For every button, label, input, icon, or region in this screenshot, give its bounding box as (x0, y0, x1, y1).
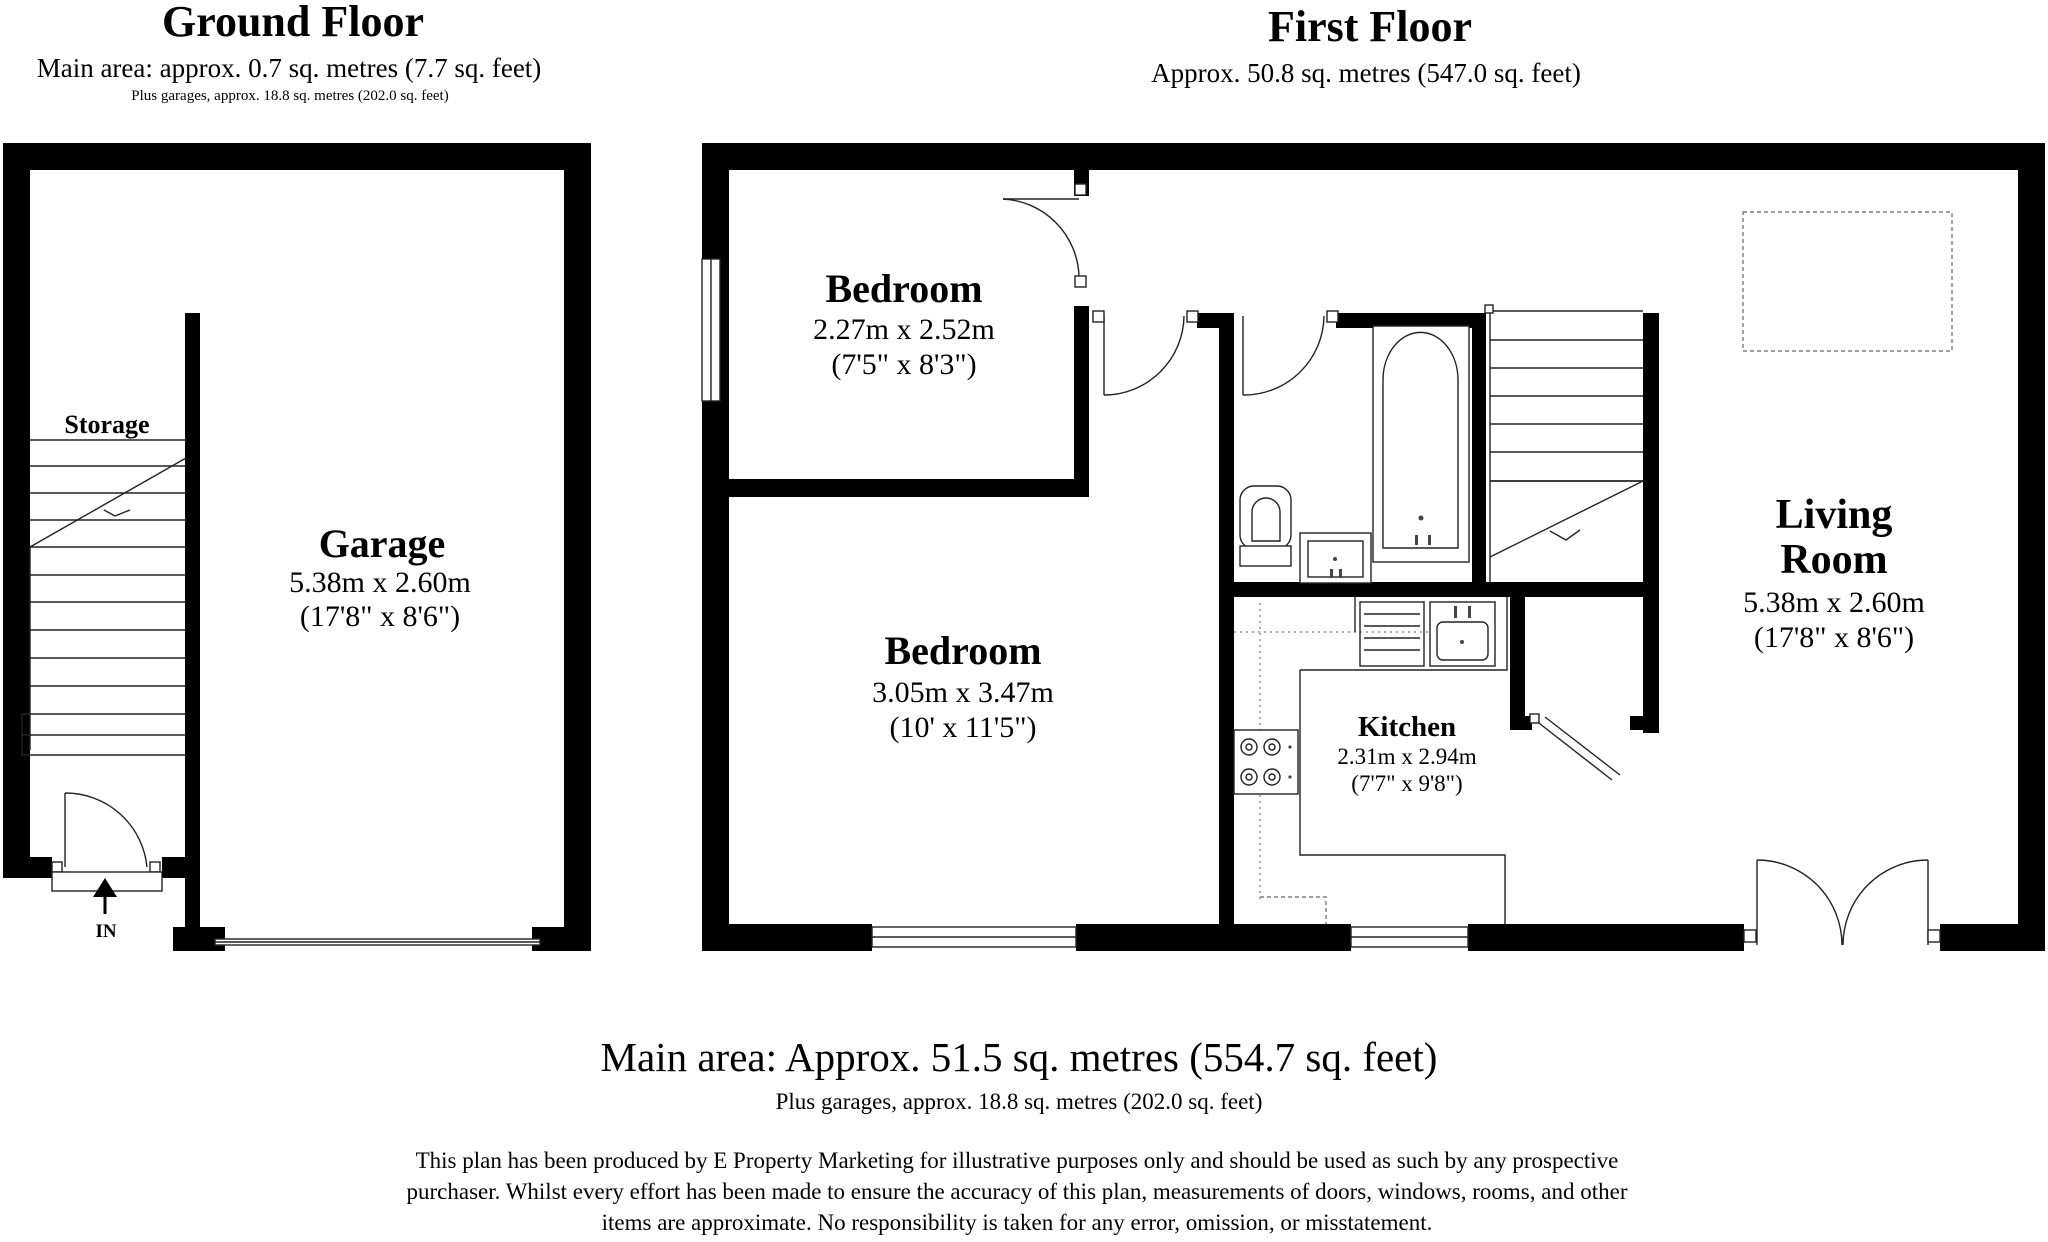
storage-stairs (22, 440, 186, 755)
bedroom2-label: Bedroom (884, 628, 1042, 673)
disclaimer-line3: items are approximate. No responsibility is taken for any error, omission, or misstatement. (601, 1210, 1433, 1235)
disclaimer-line2: purchaser. Whilst every effort has been made to ensure the accuracy of this plan, measurements of doors, windows, rooms, and other (406, 1179, 1628, 1204)
living-room-metric: 5.38m x 2.60m (1743, 586, 1925, 619)
first-floor-title: First Floor (1267, 2, 1473, 51)
garage-metric: 5.38m x 2.60m (289, 566, 471, 599)
ground-floor-title: Ground Floor (161, 0, 425, 46)
bedroom2-imperial: (10' x 11'5") (889, 711, 1037, 744)
first-floor-stairs (1485, 305, 1643, 582)
ground-floor-main-area: Main area: approx. 0.7 sq. metres (7.7 sq. feet) (36, 53, 542, 83)
hob-icon (1234, 730, 1298, 794)
bedroom2-metric: 3.05m x 3.47m (872, 676, 1054, 709)
basin-icon (1300, 533, 1371, 583)
entrance-door (52, 793, 162, 891)
kitchen-label: Kitchen (1357, 711, 1457, 743)
ground-floor-plan (3, 143, 591, 951)
garage-imperial: (17'8" x 8'6") (299, 600, 461, 633)
garage-label: Garage (318, 521, 446, 566)
ground-floor-garages-area: Plus garages, approx. 18.8 sq. metres (202.0 sq. feet) (131, 88, 449, 104)
first-floor-area: Approx. 50.8 sq. metres (547.0 sq. feet) (1151, 58, 1581, 88)
living-room-label-line1: Living (1775, 492, 1893, 538)
bedroom1-label: Bedroom (825, 266, 983, 311)
storage-label: Storage (64, 410, 150, 439)
disclaimer-line1: This plan has been produced by E Property Marketing for illustrative purposes only and should be used as such by any prospective (415, 1148, 1619, 1173)
living-room-label-line2: Room (1780, 537, 1888, 583)
living-room-imperial: (17'8" x 8'6") (1753, 621, 1915, 654)
bedroom1-imperial: (7'5" x 8'3") (831, 348, 977, 381)
toilet-icon (1240, 486, 1291, 566)
kitchen-imperial: (7'7" x 9'8") (1351, 771, 1463, 796)
entrance-label: IN (95, 921, 117, 942)
summary-main-area: Main area: Approx. 51.5 sq. metres (554.7 sq. feet) (600, 1034, 1438, 1080)
summary-garages-area: Plus garages, approx. 18.8 sq. metres (202.0 sq. feet) (775, 1089, 1263, 1114)
first-floor-plan (702, 143, 2045, 951)
bedroom1-metric: 2.27m x 2.52m (813, 313, 995, 346)
bath-icon (1373, 326, 1469, 562)
kitchen-metric: 2.31m x 2.94m (1337, 744, 1477, 769)
